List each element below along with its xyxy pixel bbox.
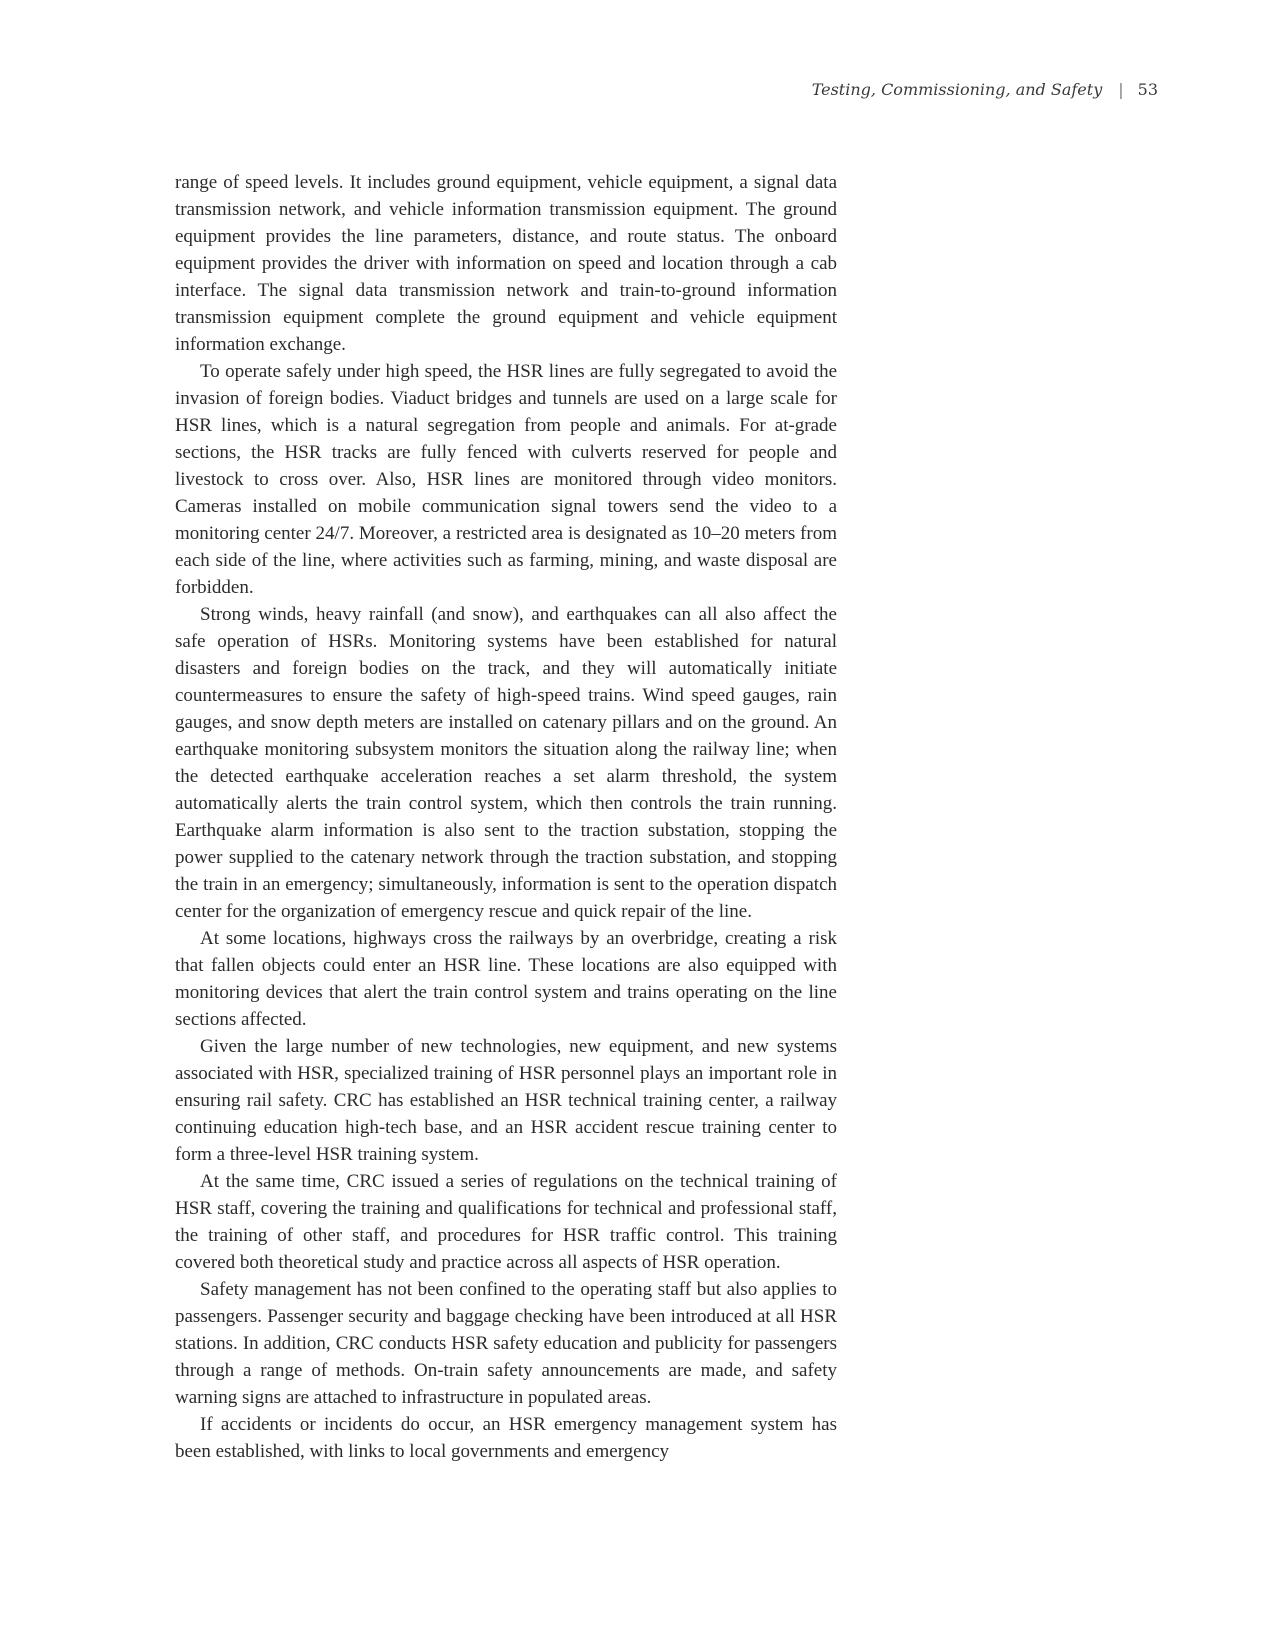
paragraph: To operate safely under high speed, the HSR lines are fully segregated to avoid the invasion of foreign bodies. Viaduct bridges and tunnels are used on a large scale for HSR lines, which is a natural segregation from people and animals. For at-grade sections, the HSR tracks are fully fenced with culverts reserved for people and livestock to cross over. Also, HSR lines are monitored through video monitors. Cameras installed on mobile communication signal towers send the video to a monitoring center 24/7. Moreover, a restricted area is designated as 10–20 meters from each side of the line, where activities such as farming, mining, and waste disposal are forbidden. <box>175 361 837 598</box>
paragraph: Safety management has not been confined to the operating staff but also applies to passengers. Passenger security and baggage checking have been introduced at all HSR stations. In addition, CRC conducts HSR safety education and publicity for passengers through a range of methods. On-train safety announcements are made, and safety warning signs are attached to infrastructure in populated areas. <box>175 1279 837 1408</box>
paragraph: Strong winds, heavy rainfall (and snow), and earthquakes can all also affect the safe operation of HSRs. Monitoring systems have been established for natural disasters and foreign bodies on the track, and they will automatically initiate countermeasures to ensure the safety of high-speed trains. Wind speed gauges, rain gauges, and snow depth meters are installed on catenary pillars and on the ground. An earthquake monitoring subsystem monitors the situation along the railway line; when the detected earthquake acceleration reaches a set alarm threshold, the system automatically alerts the train control system, which then controls the train running. Earthquake alarm information is also sent to the traction substation, stopping the power supplied to the catenary network through the traction substation, and stopping the train in an emergency; simultaneously, information is sent to the operation dispatch center for the organization of emergency rescue and quick repair of the line. <box>175 604 837 922</box>
body-text <box>175 169 837 1465</box>
paragraph: range of speed levels. It includes ground equipment, vehicle equipment, a signal data transmission network, and vehicle information transmission equipment. The ground equipment provides the line parameters, distance, and route status. The onboard equipment provides the driver with information on speed and location through a cab interface. The signal data transmission network and train-to-ground information transmission equipment complete the ground equipment and vehicle equipment information exchange. <box>175 172 837 355</box>
running-head <box>812 80 1158 99</box>
running-head-title: Testing, Commissioning, and Safety <box>811 80 1103 99</box>
paragraph: At the same time, CRC issued a series of regulations on the technical training of HSR staff, covering the training and qualifications for technical and professional staff, the training of other staff, and procedures for HSR traffic control. This training covered both theoretical study and practice across all aspects of HSR operation. <box>175 1171 837 1273</box>
paragraph: Given the large number of new technologies, new equipment, and new systems associated with HSR, specialized training of HSR personnel plays an important role in ensuring rail safety. CRC has established an HSR technical training center, a railway continuing education high-tech base, and an HSR accident rescue training center to form a three-level HSR training system. <box>175 1036 837 1165</box>
running-head-separator: | <box>1118 80 1124 99</box>
page-number: 53 <box>1137 80 1158 99</box>
paragraph: If accidents or incidents do occur, an HSR emergency management system has been established, with links to local governments and emergency <box>175 1414 837 1462</box>
paragraph: At some locations, highways cross the railways by an overbridge, creating a risk that fallen objects could enter an HSR line. These locations are also equipped with monitoring devices that alert the train control system and trains operating on the line sections affected. <box>175 928 837 1030</box>
